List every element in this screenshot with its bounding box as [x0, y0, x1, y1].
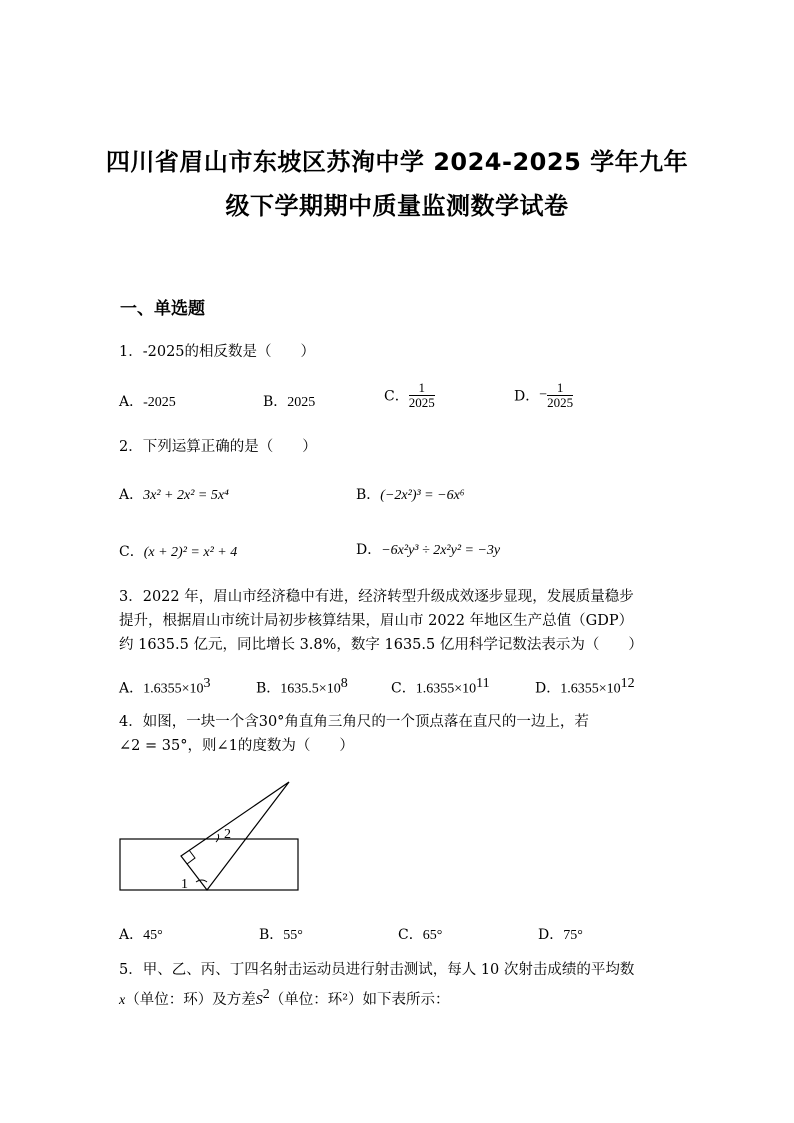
q3-option-b: B．$1635.5\times 10^8$ [256, 676, 348, 697]
question-3-line1: 3．2022 年，眉山市经济稳中有进，经济转型升级成效逐步显现，发展质量稳步 [119, 589, 634, 605]
q3-option-d: D．$1.6355\times 10^{12}$ [535, 676, 635, 697]
q1-option-a: A．-2025 [119, 394, 176, 410]
q2-option-c: C．(x + 2)² = x² + 4 [119, 544, 238, 560]
q3-option-a: A．$1.6355\times 10^3$ [119, 676, 211, 697]
question-2-stem: 2．下列运算正确的是（ ） [119, 439, 317, 455]
question-5-line2: x（单位：环）及方差$S^2$（单位：环²）如下表所示： [119, 987, 450, 1008]
q1-option-b: B．2025 [263, 394, 316, 410]
q1-option-c: C． $\frac{1}{2025}$ [384, 380, 435, 410]
q4-option-c: C．65° [398, 927, 443, 943]
question-4-line2: ∠2 = 35°，则∠1的度数为（ ） [119, 738, 354, 754]
page-title-line1: 四川省眉山市东坡区苏洵中学 2024-2025 学年九年 [105, 148, 689, 176]
question-4-line1: 4．如图，一块一个含30°角直角三角尺的一个顶点落在直尺的一边上，若 [119, 714, 589, 730]
question-3-line2: 提升，根据眉山市统计局初步核算结果，眉山市 2022 年地区生产总值（GDP） [119, 613, 634, 629]
q4-option-a: A．45° [119, 927, 163, 943]
ruler [120, 839, 298, 890]
q2-option-a: A．3x² + 2x² = 5x⁴ [119, 487, 229, 503]
angle-2-label: 2 [224, 827, 231, 842]
question-3-line3: 约 1635.5 亿元，同比增长 3.8%，数字 1635.5 亿用科学记数法表示为（ ） [119, 637, 643, 653]
ruler-triangle-figure [110, 770, 310, 900]
question-5-line1: 5．甲、乙、丙、丁四名射击运动员进行射击测试，每人 10 次射击成绩的平均数 [119, 962, 635, 978]
angle-2-arc [216, 834, 219, 842]
page-title-line2: 级下学期期中质量监测数学试卷 [225, 192, 569, 220]
set-square-triangle [181, 782, 289, 890]
q2-option-d: D．−6x²y³ ÷ 2x²y² = −3y [356, 542, 501, 558]
q2-option-b: B．(−2x²)³ = −6x⁶ [356, 487, 465, 503]
angle-1-label: 1 [181, 877, 188, 892]
question-1-stem: 1．-2025的相反数是（ ） [119, 344, 316, 360]
angle-1-arc [196, 880, 207, 882]
q1-option-d: D．− $\frac{1}{2025}$ [514, 380, 574, 410]
q4-option-d: D．75° [538, 927, 583, 943]
q3-option-c: C．$1.6355\times 10^{11}$ [391, 676, 490, 697]
right-angle-mark [187, 850, 195, 864]
q4-option-b: B．55° [259, 927, 303, 943]
section-heading: 一、单选题 [120, 299, 205, 319]
